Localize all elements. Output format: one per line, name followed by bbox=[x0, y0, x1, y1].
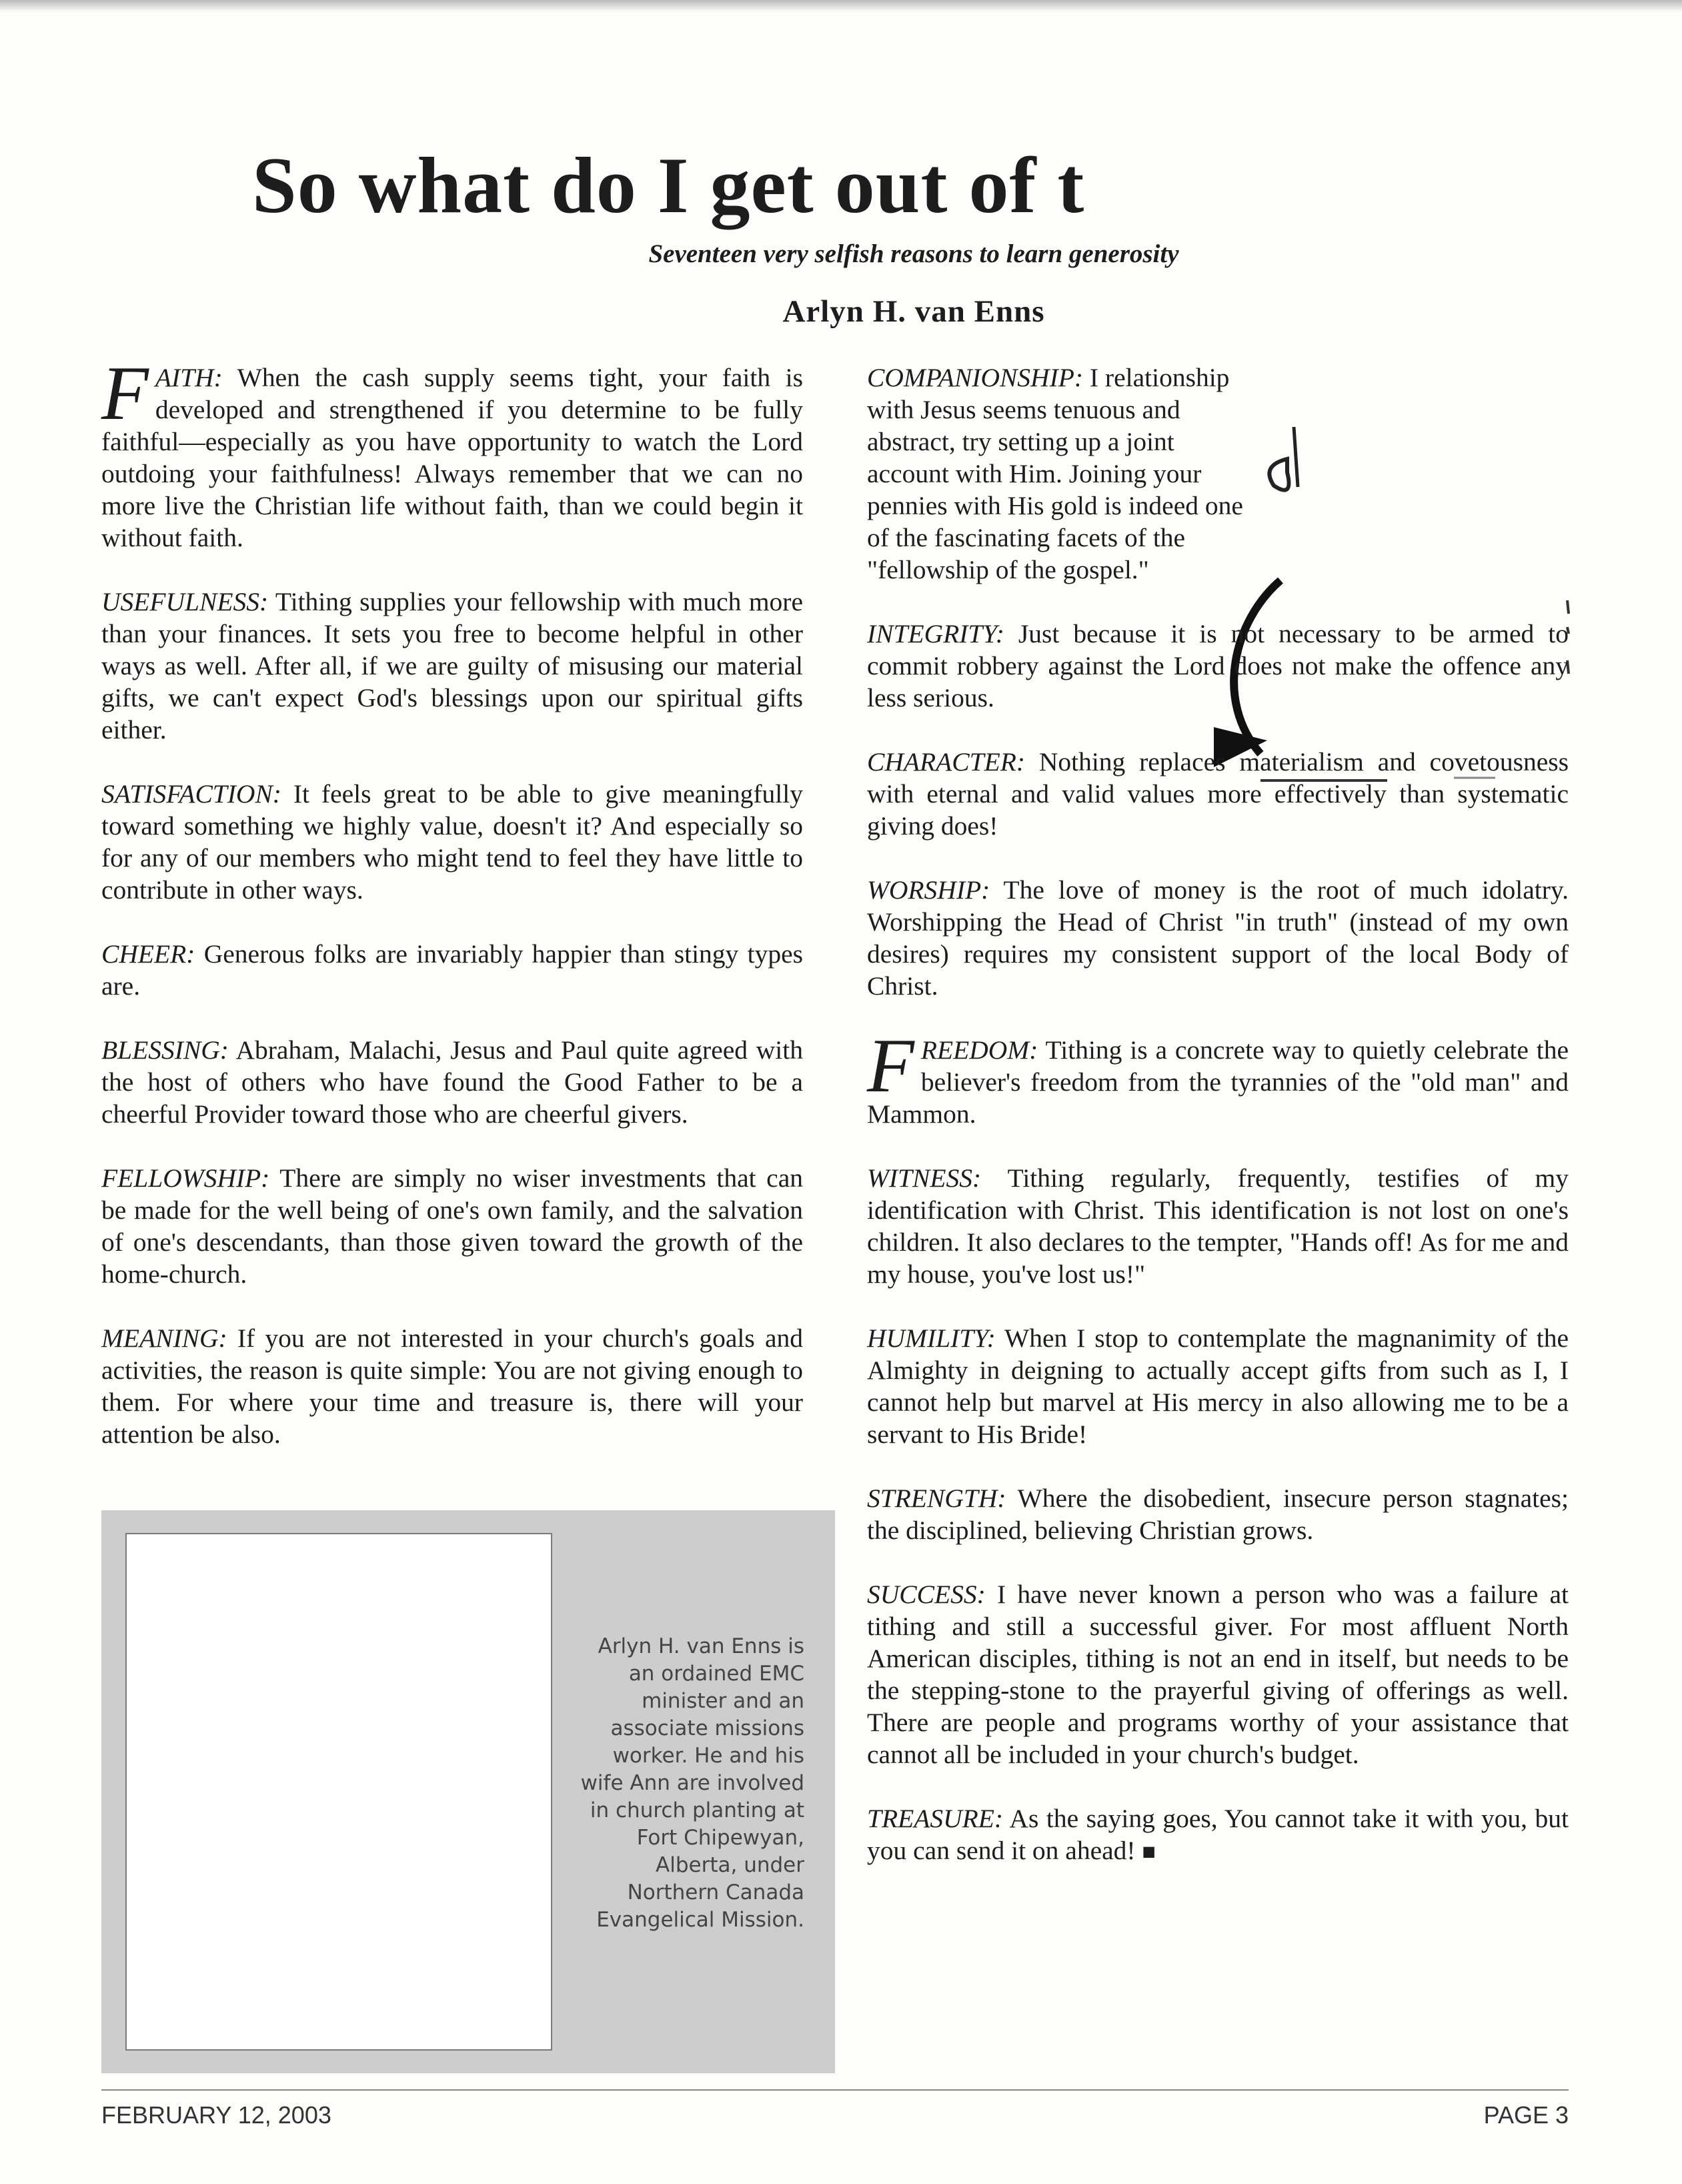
paragraph-text: When the cash supply seems tight, your faith is developed and strengthened if you determine to be fully faithful—especially as you have opportunity to watch the Lord outdoing your faithfulness! Always remember that we can no more live the Christian life without faith, than we could begin it without faith. bbox=[101, 363, 803, 552]
term-label: BLESSING: bbox=[101, 1035, 229, 1065]
paragraph-text: Tithing regularly, frequently, testifies of my identification with Christ. This identification is not lost on one's children. It also declares to the tempter, "Hands off! As for me and my house, you've lost us!" bbox=[867, 1163, 1569, 1289]
paragraph-worship bbox=[867, 874, 1569, 1002]
term-label: WORSHIP: bbox=[867, 875, 990, 905]
article-subtitle: Seventeen very selfish reasons to learn generosity bbox=[648, 239, 1179, 268]
paragraph-humility bbox=[867, 1322, 1569, 1450]
term-label: CHEER: bbox=[101, 939, 195, 969]
paragraph-text: Nothing replaces materialism and covetousness with eternal and valid values more effectively than systematic giving does! bbox=[867, 747, 1569, 841]
author-photo bbox=[125, 1533, 552, 2051]
author-bio-text: Arlyn H. van Enns is an ordained EMC minister and an associate missions worker. He and his wife Ann are involved in church planting at Fort Chipewyan, Alberta, under Northern Canada Evangelical Mission. bbox=[580, 1634, 804, 1932]
term-label: COMPANIONSHIP: bbox=[867, 363, 1084, 392]
paragraph-fellowship bbox=[101, 1162, 803, 1290]
right-column bbox=[867, 362, 1569, 1900]
paragraph-text: It feels great to be able to give meaningfully toward something we highly value, doesn't it? And especially so for any of our members who might tend to feel they have little to contribute in other ways. bbox=[101, 779, 803, 905]
paragraph-integrity bbox=[867, 618, 1569, 714]
footer-date: FEBRUARY 12, 2003 bbox=[101, 2101, 331, 2129]
term-label: CHARACTER: bbox=[867, 747, 1025, 776]
paragraph-usefulness bbox=[101, 586, 803, 746]
term-label: REEDOM: bbox=[920, 1035, 1038, 1065]
paragraph-text: The love of money is the root of much idolatry. Worshipping the Head of Christ "in truth" (instead of my own desires) requires my consistent support of the local Body of Christ. bbox=[867, 875, 1569, 1001]
end-of-article-mark: ■ bbox=[1142, 1840, 1156, 1864]
paragraph-text: I have never known a person who was a failure at tithing and still a successful giver. For most affluent North American disciples, tithing is not an end in itself, but needs to be the stepping-stone to the prayerful giving of offerings as well. There are people and programs worthy of your assistance that cannot all be included in your church's budget. bbox=[867, 1580, 1569, 1769]
left-column bbox=[101, 351, 803, 1482]
paragraph-text: Abraham, Malachi, Jesus and Paul quite agreed with the host of others who have found the Good Father to be a cheerful Provider toward those who are cheerful givers. bbox=[101, 1035, 803, 1129]
term-label: INTEGRITY: bbox=[867, 619, 1004, 648]
term-label: AITH: bbox=[155, 363, 223, 392]
term-label: SATISFACTION: bbox=[101, 779, 281, 808]
paragraph-freedom bbox=[867, 1023, 1569, 1130]
paragraph-faith bbox=[101, 351, 803, 554]
term-label: TREASURE: bbox=[867, 1804, 1004, 1833]
paragraph-success bbox=[867, 1578, 1569, 1770]
paragraph-text: Just because it is not necessary to be armed to commit robbery against the Lord does not make the offence any less serious. bbox=[867, 619, 1569, 712]
footer-divider bbox=[101, 2089, 1569, 2091]
paragraph-meaning bbox=[101, 1322, 803, 1450]
paragraph-cheer bbox=[101, 938, 803, 1002]
term-label: STRENGTH: bbox=[867, 1484, 1006, 1513]
paragraph-text: Tithing supplies your fellowship with much more than your finances. It sets you free to become helpful in other ways as well. After all, if we are guilty of misusing our material gifts, we can't expect God's blessings upon our spiritual gifts either. bbox=[101, 587, 803, 744]
term-label: HUMILITY: bbox=[867, 1323, 996, 1353]
paragraph-satisfaction bbox=[101, 778, 803, 906]
paragraph-text: As the saying goes, You cannot take it with you, but you can send it on ahead! bbox=[867, 1804, 1569, 1865]
paragraph-text: Where the disobedient, insecure person stagnates; the disciplined, believing Christian grows. bbox=[867, 1484, 1569, 1545]
paragraph-text: Generous folks are invariably happier than stingy types are. bbox=[101, 939, 803, 1001]
paragraph-character bbox=[867, 746, 1569, 842]
term-label: WITNESS: bbox=[867, 1163, 982, 1193]
term-label: USEFULNESS: bbox=[101, 587, 269, 616]
paragraph-text: When I stop to contemplate the magnanimity of the Almighty in deigning to actually accept gifts from such as I, I cannot help but marvel at His mercy in also allowing me to be a servant to His Bride! bbox=[867, 1323, 1569, 1449]
author-byline: Arlyn H. van Enns bbox=[782, 294, 1045, 329]
author-bio-box bbox=[101, 1510, 835, 2073]
paragraph-companionship bbox=[867, 362, 1247, 586]
footer-page-number: PAGE 3 bbox=[1483, 2101, 1569, 2129]
paragraph-text: I relationship with Jesus seems tenuous and abstract, try setting up a joint account with Him. Joining your pennies with His gold is indeed one of the fascinating facets of the "fellowship of the gospel." bbox=[867, 363, 1243, 584]
term-label: MEANING: bbox=[101, 1323, 227, 1353]
paragraph-text: Tithing is a concrete way to quietly celebrate the believer's freedom from the tyrannies of the "old man" and Mammon. bbox=[867, 1035, 1569, 1129]
paragraph-text: If you are not interested in your church's goals and activities, the reason is quite simple: You are not giving enough to them. For where your time and treasure is, there will your attention be also. bbox=[101, 1323, 803, 1449]
paragraph-treasure bbox=[867, 1802, 1569, 1868]
paragraph-strength bbox=[867, 1482, 1569, 1546]
drop-cap: F bbox=[867, 1023, 914, 1109]
paragraph-text: There are simply no wiser investments that can be made for the well being of one's own family, and the salvation of one's descendants, than those given toward the growth of the home-church. bbox=[101, 1163, 803, 1289]
term-label: SUCCESS: bbox=[867, 1580, 986, 1609]
term-label: FELLOWSHIP: bbox=[101, 1163, 270, 1193]
article-title: So what do I get out of t bbox=[252, 141, 1085, 229]
paragraph-blessing bbox=[101, 1034, 803, 1130]
drop-cap: F bbox=[101, 351, 149, 436]
scan-edge bbox=[0, 0, 1682, 12]
paragraph-witness bbox=[867, 1162, 1569, 1290]
